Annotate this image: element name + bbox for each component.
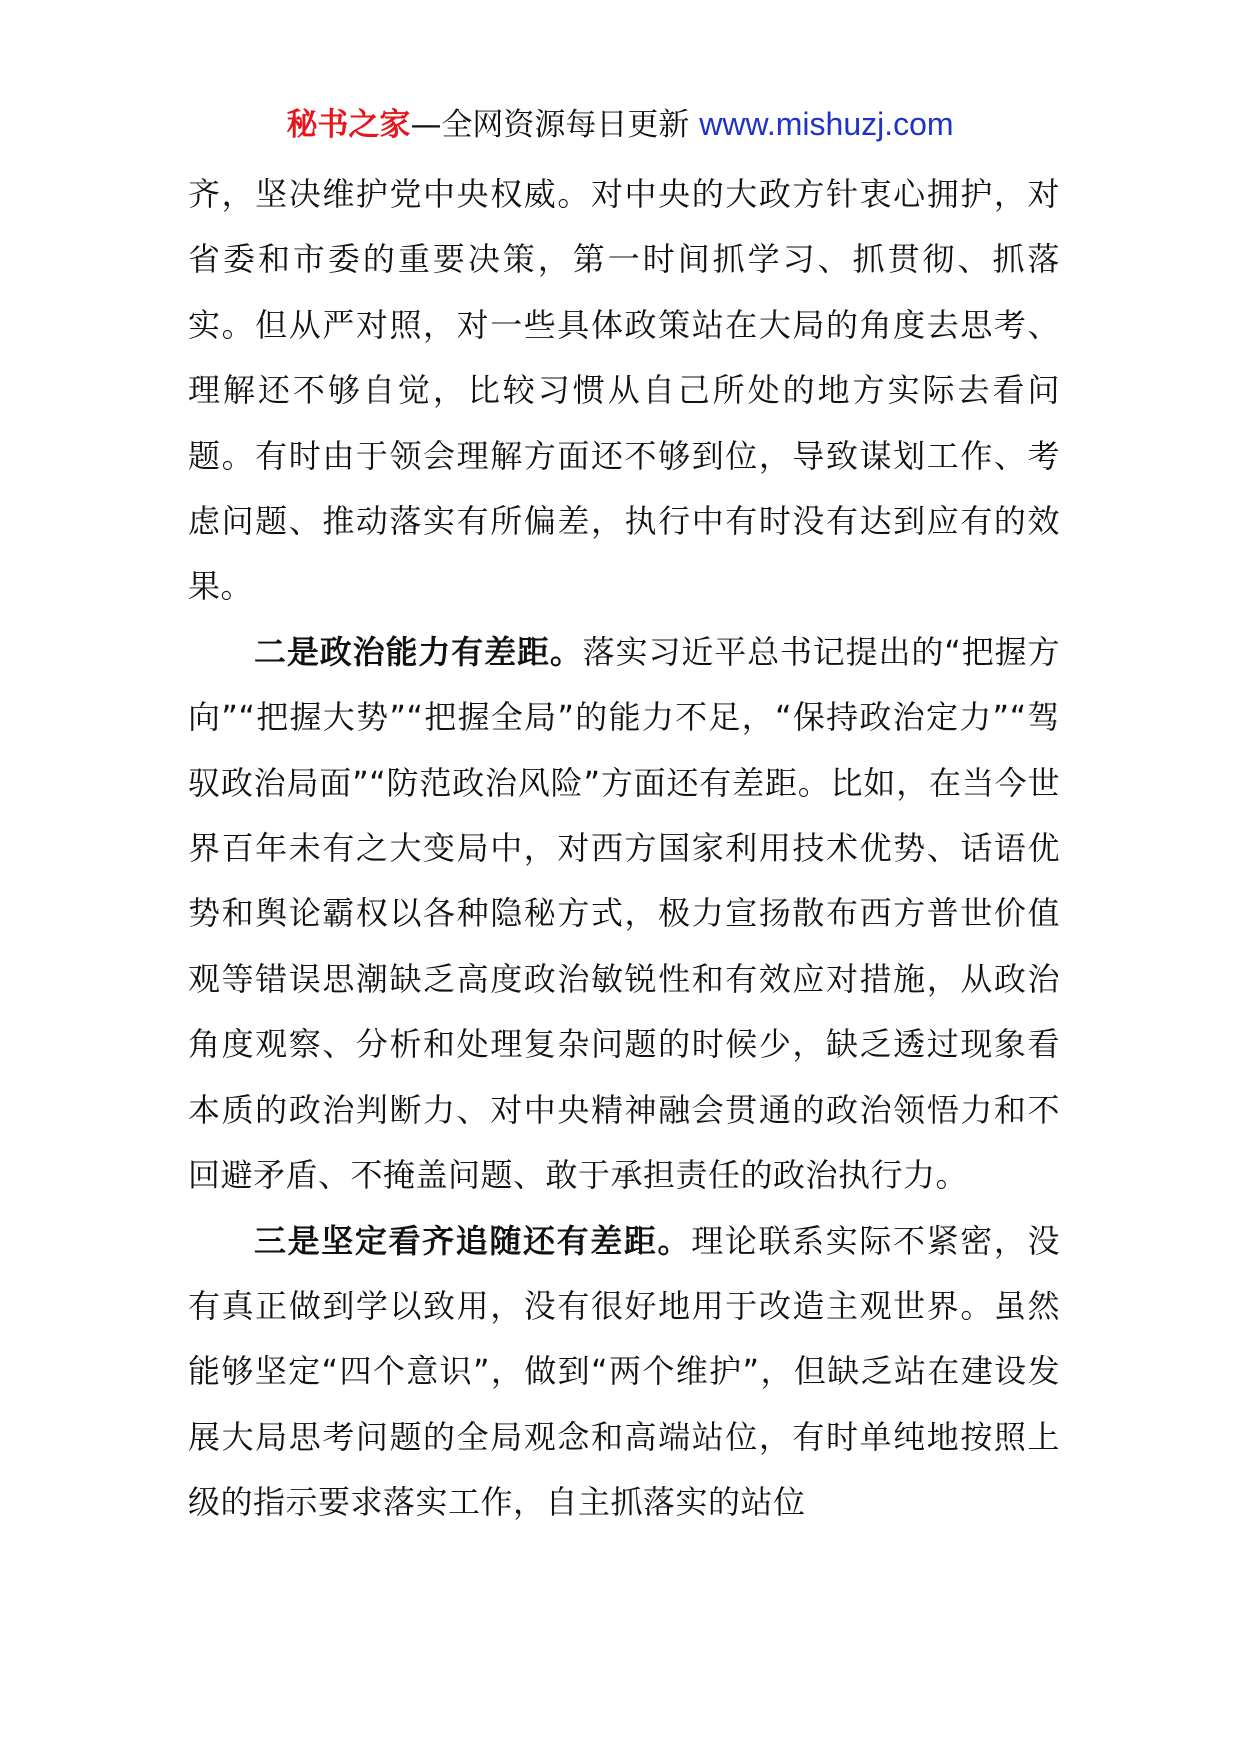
site-brand: 秘书之家 <box>286 107 411 143</box>
paragraph-text: 理论联系实际不紧密，没有真正做到学以致用，没有很好地用于改造主观世界。虽然能够坚定“四个意识”，做到“两个维护”，但缺乏站在建设发展大局思考问题的全局观念和高端站位，有时单纯地按照上级的指示要求落实工作，自主抓落实的站位 <box>188 1221 1060 1522</box>
page-header <box>0 100 1240 149</box>
paragraph-continued <box>188 162 1060 620</box>
document-body <box>188 162 1060 1536</box>
paragraph-text: 落实习近平总书记提出的“把握方向”“把握大势”“把握全局”的能力不足，“保持政治定力”“驾驭政治局面”“防范政治风险”方面还有差距。比如，在当今世界百年未有之大变局中，对西方国家利用技术优势、话语优势和舆论霸权以各种隐秘方式，极力宣扬散布西方普世价值观等错误思潮缺乏高度政治敏锐性和有效应对措施，从政治角度观察、分析和处理复杂问题的时候少，缺乏透过现象看本质的政治判断力、对中央精神融会贯通的政治领悟力和不回避矛盾、不掩盖问题、敢于承担责任的政治执行力。 <box>188 632 1060 1195</box>
site-slogan: —全网资源每日更新 <box>410 107 700 143</box>
paragraph-political-ability <box>188 620 1060 1209</box>
paragraph-heading: 二是政治能力有差距。 <box>254 632 583 671</box>
paragraph-alignment <box>188 1209 1060 1536</box>
site-url-link[interactable]: www.mishuzj.com <box>699 106 954 142</box>
paragraph-heading: 三是坚定看齐追随还有差距。 <box>254 1221 692 1260</box>
paragraph-text: 齐，坚决维护党中央权威。对中央的大政方针衷心拥护，对省委和市委的重要决策，第一时间抓学习、抓贯彻、抓落实。但从严对照，对一些具体政策站在大局的角度去思考、理解还不够自觉，比较习惯从自己所处的地方实际去看问题。有时由于领会理解方面还不够到位，导致谋划工作、考虑问题、推动落实有所偏差，执行中有时没有达到应有的效果。 <box>188 175 1060 606</box>
